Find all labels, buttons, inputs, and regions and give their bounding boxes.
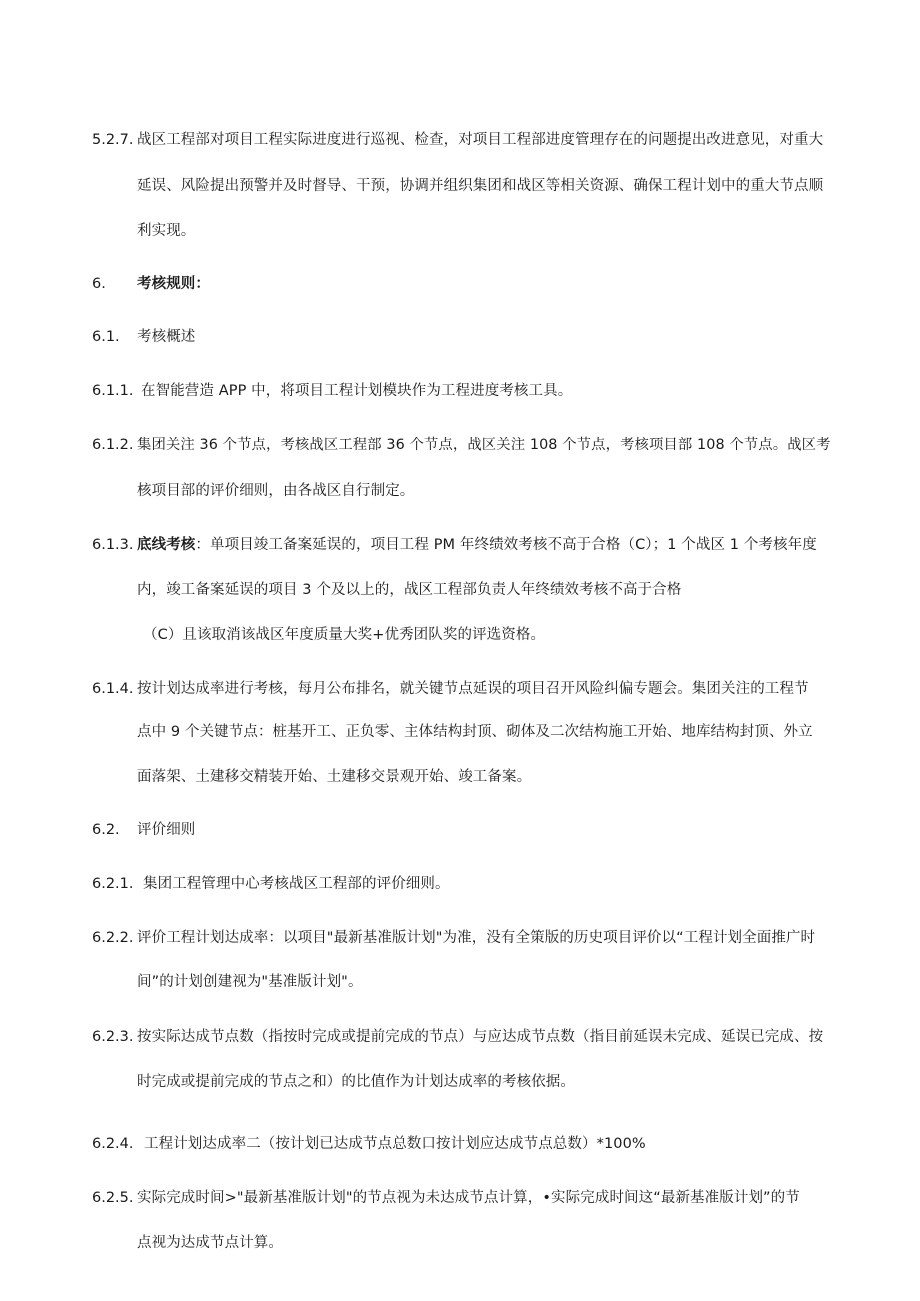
section-number: 6.1. — [92, 329, 120, 345]
paragraph-line: 工程计划达成率二（按计划已达成节点总数口按计划应达成节点总数）*100% — [144, 1136, 646, 1152]
section-heading: 考核规则： — [137, 276, 210, 292]
paragraph-line: 在智能营造 APP 中，将项目工程计划模块作为工程进度考核工具。 — [141, 383, 573, 399]
section-number: 6.2.1. — [92, 876, 134, 892]
section-heading: 考核概述 — [137, 329, 196, 345]
section-heading: 评价细则 — [137, 822, 196, 838]
paragraph-line: 延误、风险提出预警并及时督导、干预，协调并组织集团和战区等相关资源、确保工程计划中的重大节点顺 — [137, 178, 824, 194]
paragraph-line — [137, 535, 817, 555]
section-number: 6.1.4. — [92, 681, 134, 697]
section-number: 6.1.2. — [92, 437, 134, 453]
paragraph-line: 实际完成时间>"最新基准版计划"的节点视为未达成节点计算，•实际完成时间这“最新基准版计划”的节 — [137, 1190, 800, 1206]
paragraph-line: 利实现。 — [137, 223, 196, 239]
paragraph-line: 内，竣工备案延误的项目 3 个及以上的，战区工程部负责人年终绩效考核不高于合格 — [137, 582, 682, 598]
paragraph-line: 点中 9 个关键节点：桩基开工、正负零、主体结构封顶、砌体及二次结构施工开始、地库结构封顶、外立 — [137, 724, 813, 740]
section-number: 6.2.3. — [92, 1029, 134, 1045]
section-number: 6.1.3. — [92, 537, 134, 553]
paragraph-text: ：单项目竣工备案延误的，项目工程 PM 年终绩效考核不高于合格（C）；1 个战区 1 个考核年度 — [195, 537, 817, 553]
section-number: 6.2.2. — [92, 930, 134, 946]
section-number: 6.2.5. — [92, 1190, 134, 1206]
paragraph-line: 按实际达成节点数（指按时完成或提前完成的节点）与应达成节点数（指目前延误未完成、延误已完成、按 — [137, 1029, 824, 1045]
paragraph-line: 按计划达成率进行考核，每月公布排名，就关键节点延误的项目召开风险纠偏专题会。集团关注的工程节 — [137, 681, 809, 697]
paragraph-line: 时完成或提前完成的节点之和）的比值作为计划达成率的考核依据。 — [137, 1074, 575, 1090]
paragraph-line: 评价工程计划达成率：以项目"最新基准版计划"为准，没有全策版的历史项目评价以“工程计划全面推广时 — [137, 930, 816, 946]
bold-term: 底线考核 — [137, 537, 196, 553]
section-number: 6.2. — [92, 822, 120, 838]
paragraph-line: 间”的计划创建视为"基准版计划"。 — [137, 974, 363, 990]
section-number: 5.2.7. — [92, 132, 134, 148]
paragraph-line: 核项目部的评价细则，由各战区自行制定。 — [137, 483, 415, 499]
paragraph-line: 集团工程管理中心考核战区工程部的评价细则。 — [143, 876, 450, 892]
section-number: 6.1.1. — [92, 383, 134, 399]
paragraph-line: 面落架、土建移交精装开始、土建移交景观开始、竣工备案。 — [137, 769, 532, 785]
section-number: 6.2.4. — [92, 1136, 134, 1152]
paragraph-line: （C）且该取消该战区年度质量大奖+优秀团队奖的评选资格。 — [143, 627, 546, 643]
section-number: 6. — [92, 276, 106, 292]
paragraph-line: 战区工程部对项目工程实际进度进行巡视、检查，对项目工程部进度管理存在的问题提出改进意见，对重大 — [137, 132, 824, 148]
paragraph-line: 点视为达成节点计算。 — [137, 1235, 283, 1251]
paragraph-line: 集团关注 36 个节点，考核战区工程部 36 个节点，战区关注 108 个节点，考核项目部 108 个节点。战区考 — [137, 437, 831, 453]
